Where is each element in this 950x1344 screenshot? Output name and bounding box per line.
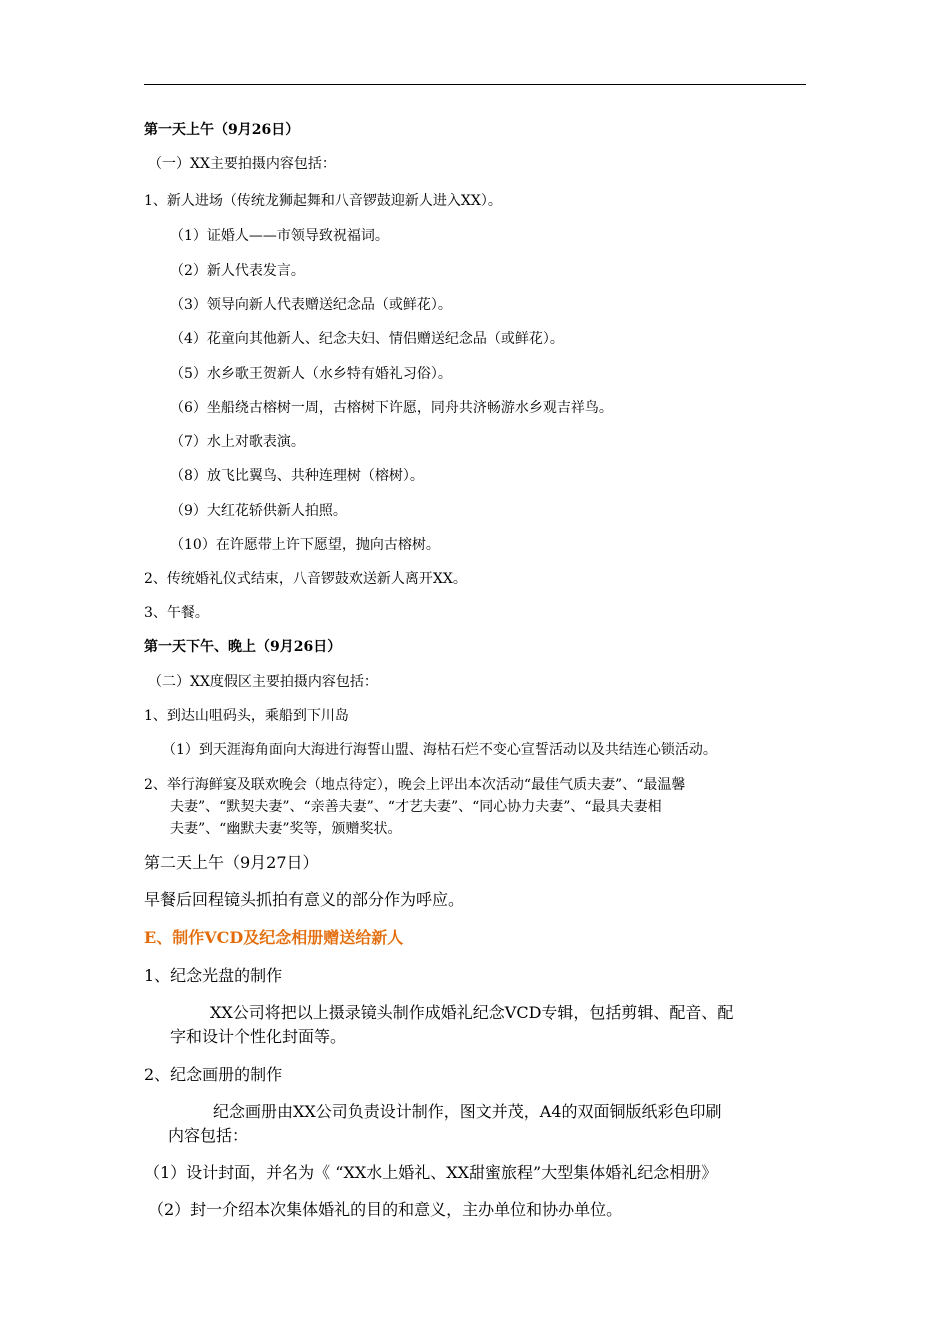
section-heading-day1-afternoon: 第一天下午、晚上（9月26日） [144,639,342,655]
section-heading-day1-morning: 第一天上午（9月26日） [144,122,300,138]
list-item: （2）新人代表发言。 [170,263,305,279]
list-item: 3、午餐。 [144,605,209,621]
list-item-continuation: 夫妻”、“默契夫妻”、“亲善夫妻”、“才艺夫妻”、“同心协力夫妻”、“最具夫妻相 [170,799,662,815]
subsection-title: 2、纪念画册的制作 [144,1065,283,1084]
section-heading-day2-morning: 第二天上午（9月27日） [144,853,319,872]
list-item: （1）设计封面，并名为《 “XX水上婚礼、XX甜蜜旅程”大型集体婚礼纪念相册》 [144,1163,718,1182]
list-item: （3）领导向新人代表赠送纪念品（或鲜花）。 [170,297,452,313]
list-item: 2、传统婚礼仪式结束，八音锣鼓欢送新人离开XX。 [144,571,467,587]
list-item: （1）到天涯海角面向大海进行海誓山盟、海枯石烂不变心宣誓活动以及共结连心锁活动。 [162,742,717,758]
list-item-continuation: 夫妻”、“幽默夫妻”奖等，颁赠奖状。 [170,821,402,837]
paragraph: 纪念画册由XX公司负责设计制作，图文并茂，A4的双面铜版纸彩色印刷 [213,1102,722,1121]
subsection-title: （一）XX主要拍摄内容包括： [148,156,336,172]
paragraph: XX公司将把以上摄录镜头制作成婚礼纪念VCD专辑，包括剪辑、配音、配 [210,1003,734,1022]
list-item: （6）坐船绕古榕树一周，古榕树下许愿，同舟共济畅游水乡观吉祥鸟。 [170,400,613,416]
list-item: （1）证婚人——市领导致祝福词。 [170,228,389,244]
list-item: 1、到达山咀码头，乘船到下川岛 [144,708,349,724]
header-rule [144,84,806,85]
subsection-title: （二）XX度假区主要拍摄内容包括： [148,674,378,690]
paragraph-continuation: 内容包括： [168,1126,249,1145]
list-item: 1、新人进场（传统龙狮起舞和八音锣鼓迎新人进入XX）。 [144,193,502,209]
list-item: （10）在许愿带上许下愿望，抛向古榕树。 [170,537,440,553]
subsection-title: 1、纪念光盘的制作 [144,966,283,985]
list-item: （8）放飞比翼鸟、共种连理树（榕树）。 [170,468,424,484]
list-item: （4）花童向其他新人、纪念夫妇、情侣赠送纪念品（或鲜花）。 [170,331,564,347]
list-item: （5）水乡歌王贺新人（水乡特有婚礼习俗）。 [170,366,452,382]
list-item: （9）大红花轿供新人拍照。 [170,503,347,519]
paragraph: 早餐后回程镜头抓拍有意义的部分作为呼应。 [144,890,465,909]
section-heading-vcd-album: E、制作VCD及纪念相册赠送给新人 [144,928,404,947]
list-item: （7）水上对歌表演。 [170,434,305,450]
list-item: 2、举行海鲜宴及联欢晚会（地点待定），晚会上评出本次活动“最佳气质夫妻”、“最温馨 [144,777,686,793]
list-item: （2）封一介绍本次集体婚礼的目的和意义，主办单位和协办单位。 [148,1200,623,1219]
paragraph-continuation: 字和设计个性化封面等。 [170,1027,347,1046]
